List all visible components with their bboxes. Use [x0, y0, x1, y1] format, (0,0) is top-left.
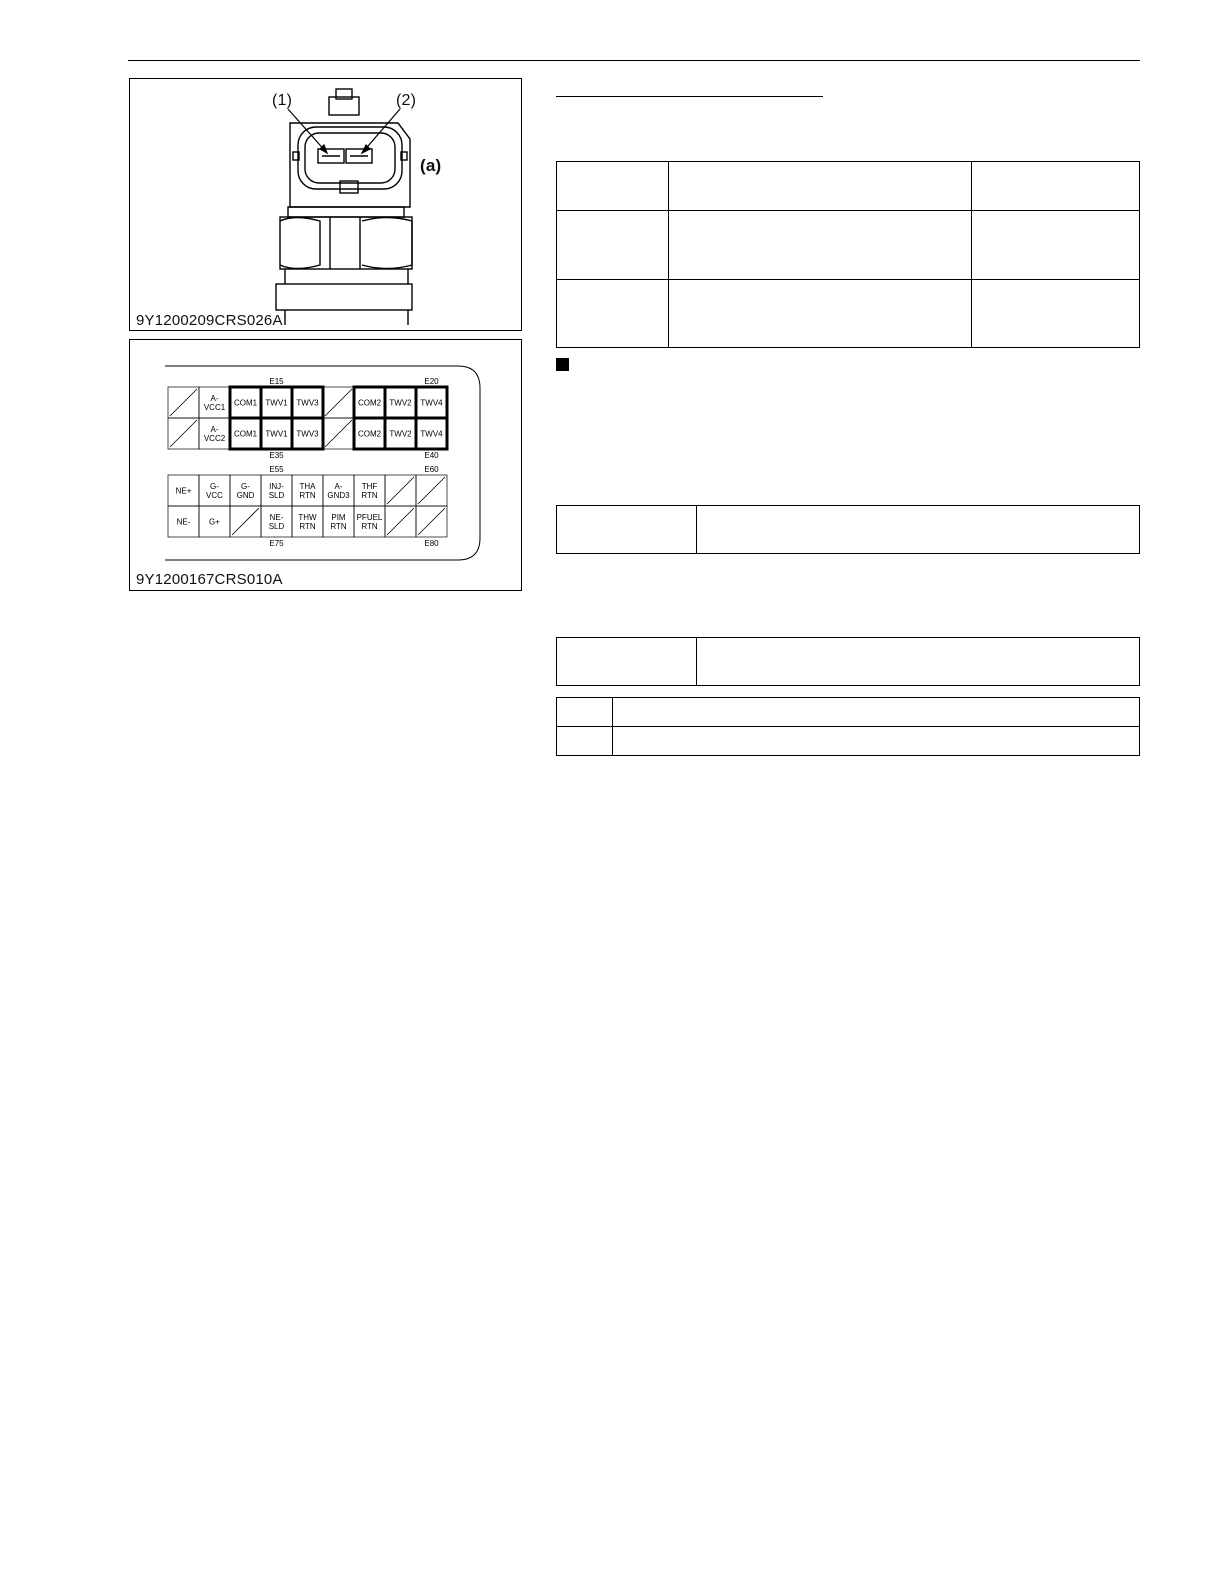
pin-label: TWV1 — [265, 398, 288, 408]
pin-label: COM2 — [357, 398, 382, 408]
pin-label: COM2 — [357, 429, 382, 439]
header-rule — [128, 60, 1140, 61]
pin-label: NE- — [176, 517, 191, 527]
pin-label: TWV2 — [389, 398, 412, 408]
pin-label: COM1 — [233, 398, 258, 408]
figure-1-caption: 9Y1200209CRS026A — [136, 312, 283, 329]
table-cell — [557, 162, 669, 211]
pin-number-label: E55 — [269, 465, 284, 474]
figure-2-caption: 9Y1200167CRS010A — [136, 571, 283, 588]
section-title-underline — [556, 96, 823, 97]
pin-label: TWV3 — [296, 429, 319, 439]
ecu-pin-diagram — [130, 340, 523, 592]
spec-table-2 — [556, 637, 1140, 686]
pin-label: TWV2 — [389, 429, 412, 439]
empty-pin-slash — [418, 508, 445, 535]
pin-label: THW RTN — [298, 513, 317, 531]
pin-label: TWV3 — [296, 398, 319, 408]
table-cell — [613, 727, 1140, 756]
table-cell — [972, 162, 1140, 211]
pin-label: THA RTN — [299, 482, 316, 500]
pin-label: G-GND — [236, 482, 255, 500]
empty-pin-slash — [387, 508, 414, 535]
empty-pin-slash — [170, 420, 197, 447]
table-cell — [557, 698, 613, 727]
reference-table — [556, 697, 1140, 756]
table-cell — [557, 506, 697, 554]
table-cell — [697, 638, 1140, 686]
table-cell — [557, 279, 669, 347]
section-bullet — [556, 358, 569, 371]
table-cell — [669, 211, 972, 279]
empty-pin-slash — [170, 389, 197, 416]
pin-number-label: E80 — [424, 539, 439, 548]
pin-label: A-VCC1 — [203, 394, 226, 412]
sensor-connector-drawing — [130, 79, 523, 332]
pin-label: A-GND3 — [327, 482, 350, 500]
pin-label: INJ-SLD — [268, 482, 285, 500]
table-cell — [613, 698, 1140, 727]
pin-label: G+ — [209, 517, 220, 527]
table-cell — [557, 727, 613, 756]
pin-label: PIM RTN — [330, 513, 347, 531]
pin-label: NE-SLD — [268, 513, 285, 531]
ecu-pin-layout-figure — [129, 339, 522, 591]
pin-number-label: E35 — [269, 451, 284, 460]
pin-label: PFUEL RTN — [356, 513, 383, 531]
pin-label: TWV4 — [420, 429, 443, 439]
empty-pin-slash — [232, 508, 259, 535]
sensor-connector-figure — [129, 78, 522, 331]
pin-number-label: E40 — [424, 451, 439, 460]
empty-pin-slash — [418, 477, 445, 504]
table-cell — [972, 279, 1140, 347]
spec-table-1 — [556, 505, 1140, 554]
callout-2: (2) — [396, 92, 417, 109]
callout-1: (1) — [272, 92, 293, 109]
table-cell — [697, 506, 1140, 554]
table-cell — [669, 279, 972, 347]
pin-label: G-VCC — [206, 482, 223, 500]
table-cell — [557, 211, 669, 279]
table-cell — [669, 162, 972, 211]
empty-pin-slash — [387, 477, 414, 504]
table-cell — [972, 211, 1140, 279]
table-cell — [557, 638, 697, 686]
pin-number-label: E60 — [424, 465, 439, 474]
pin-number-label: E20 — [424, 377, 439, 386]
pin-label: TWV1 — [265, 429, 288, 439]
pin-label: THF RTN — [361, 482, 378, 500]
pin-number-label: E75 — [269, 539, 284, 548]
pin-label: TWV4 — [420, 398, 443, 408]
pin-label: COM1 — [233, 429, 258, 439]
callout-a: (a) — [420, 156, 442, 175]
resistance-table — [556, 161, 1140, 348]
empty-pin-slash — [325, 389, 352, 416]
empty-pin-slash — [325, 420, 352, 447]
pin-label: NE+ — [175, 486, 192, 496]
pin-label: A-VCC2 — [203, 425, 226, 443]
pin-number-label: E15 — [269, 377, 284, 386]
